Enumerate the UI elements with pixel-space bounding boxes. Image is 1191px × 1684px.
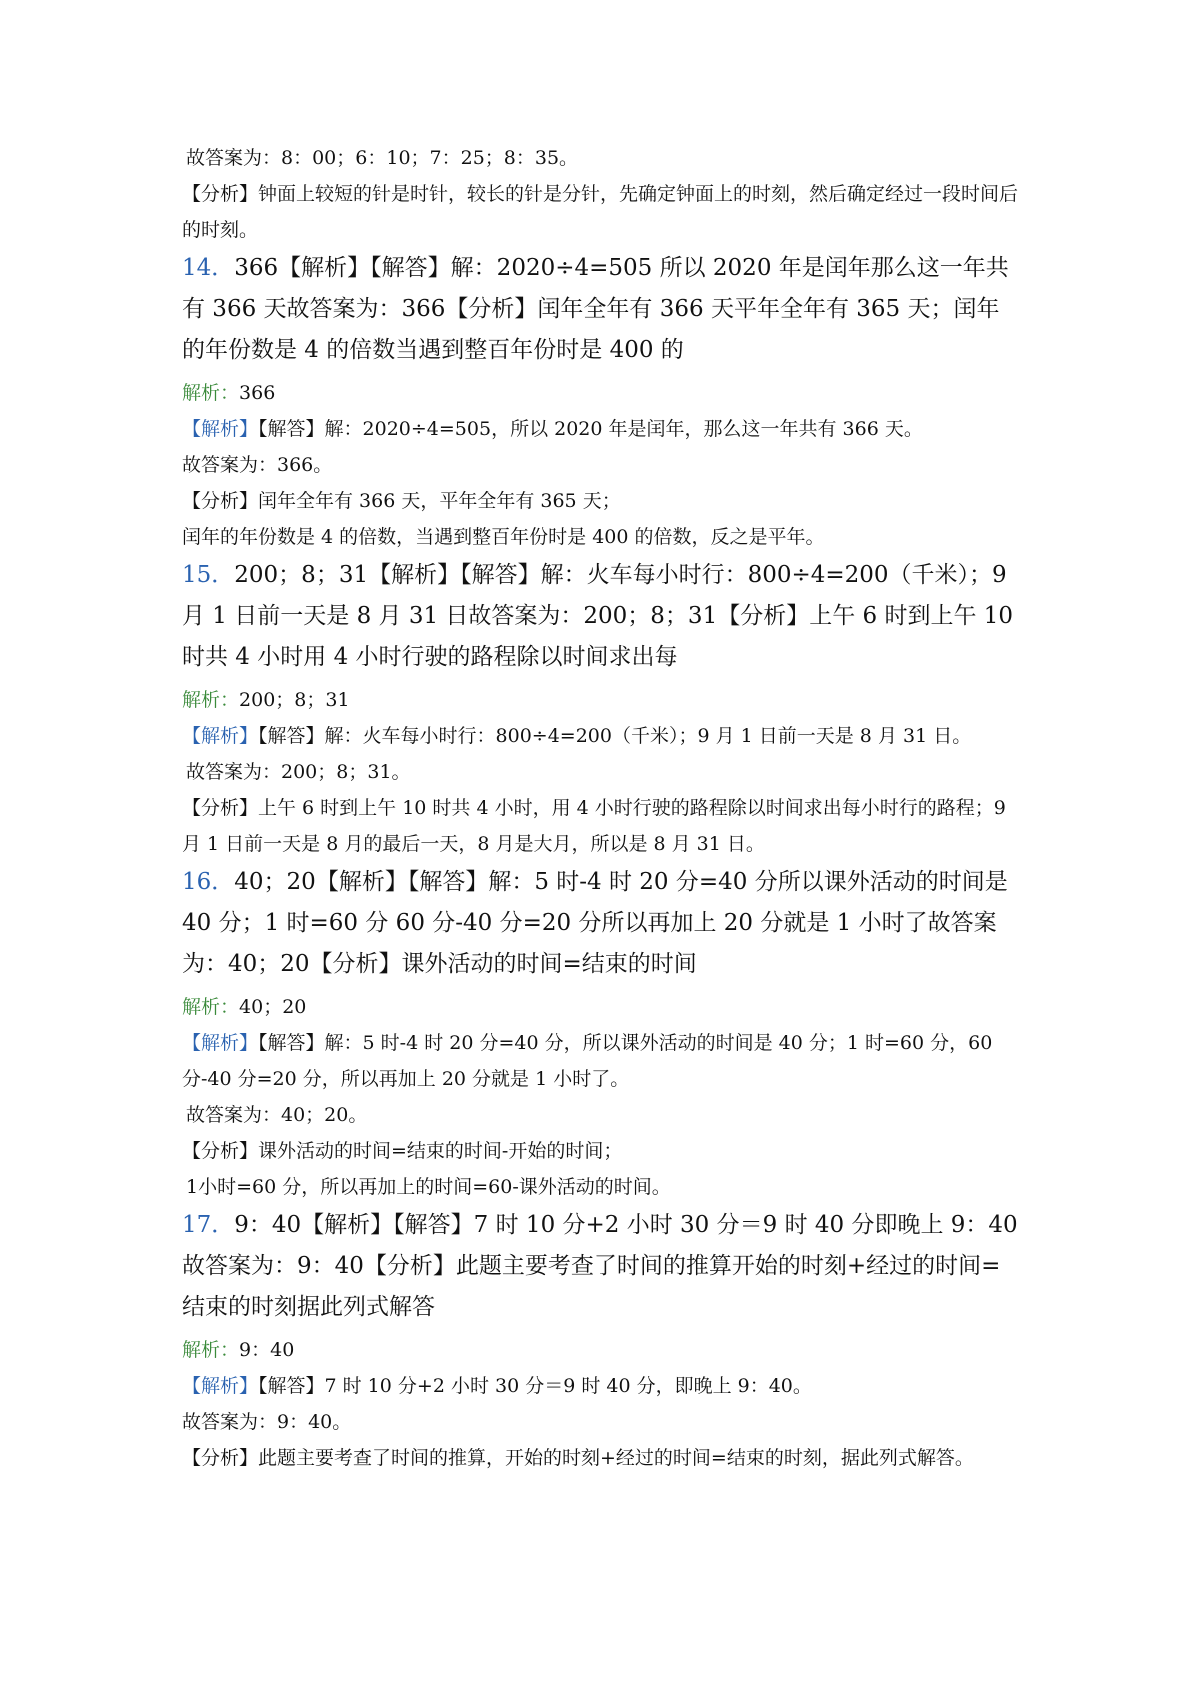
jiexi-tag: 【解析】 [182, 1032, 259, 1054]
solution-text: 【解答】解：火车每小时行：800÷4=200（千米）；9 月 1 日前一天是 8 月 31 日。 [258, 725, 972, 747]
question-16 [182, 862, 1022, 1205]
question-17 [182, 1205, 1022, 1476]
question-number: 17． [182, 1212, 235, 1238]
analysis-line: 【分析】课外活动的时间=结束的时间-开始的时间； [182, 1140, 623, 1162]
jiexi-value: 9：40 [239, 1339, 295, 1361]
jiexi-label: 解析： [182, 996, 240, 1018]
question-text: 366【解析】【解答】解：2020÷4=505 所以 2020 年是闰年那么这一年共有 366 天故答案为：366【分析】闰年全年有 366 天平年全年有 365 天；闰年的年份数是 4 的倍数当遇到整百年份时是 400 的 [182, 255, 1009, 363]
answer-line: 故答案为：40；20。 [186, 1104, 368, 1126]
jiexi-tag: 【解析】 [182, 1375, 259, 1397]
analysis-line: 1小时=60 分，所以再加上的时间=60-课外活动的时间。 [186, 1176, 671, 1198]
jiexi-tag: 【解析】 [182, 418, 259, 440]
jiexi-value: 40；20 [239, 996, 307, 1018]
jiexi-label: 解析： [182, 689, 240, 711]
question-number: 15． [182, 562, 235, 588]
question-text: 9：40【解析】【解答】7 时 10 分+2 小时 30 分＝9 时 40 分即晚上 9：40故答案为：9：40【分析】此题主要考查了时间的推算开始的时刻+经过的时间=结束的时刻据此列式解答 [182, 1212, 1018, 1320]
answer-line: 故答案为：9：40。 [182, 1411, 352, 1433]
document-page [182, 140, 1022, 1476]
question-14 [182, 248, 1022, 555]
question-number: 14． [182, 255, 235, 281]
jiexi-value: 200；8；31 [239, 689, 350, 711]
analysis-line: 【分析】上午 6 时到上午 10 时共 4 小时，用 4 小时行驶的路程除以时间求出每小时行的路程；9 月 1 日前一天是 8 月的最后一天，8 月是大月，所以是 8 月 31 日。 [182, 797, 1006, 855]
jiexi-label: 解析： [182, 382, 240, 404]
answer-line: 故答案为：366。 [182, 454, 333, 476]
answer-line: 故答案为：8：00；6：10；7：25；8：35。 [186, 147, 579, 169]
solution-text: 【解答】7 时 10 分+2 小时 30 分＝9 时 40 分，即晚上 9：40。 [258, 1375, 812, 1397]
jiexi-tag: 【解析】 [182, 725, 259, 747]
solution-text: 【解答】解：5 时-4 时 20 分=40 分，所以课外活动的时间是 40 分；1 时=60 分，60 分-40 分=20 分，所以再加上 20 分就是 1 小时了。 [182, 1032, 993, 1090]
solution-text: 【解答】解：2020÷4=505，所以 2020 年是闰年，那么这一年共有 366 天。 [258, 418, 923, 440]
analysis-line: 【分析】钟面上较短的针是时针，较长的针是分针，先确定钟面上的时刻，然后确定经过一段时间后的时刻。 [182, 183, 1019, 241]
analysis-line: 闰年的年份数是 4 的倍数，当遇到整百年份时是 400 的倍数，反之是平年。 [182, 526, 825, 548]
question-15 [182, 555, 1022, 862]
jiexi-label: 解析： [182, 1339, 240, 1361]
question-text: 200；8；31【解析】【解答】解：火车每小时行：800÷4=200（千米）；9 月 1 日前一天是 8 月 31 日故答案为：200；8；31【分析】上午 6 时到上午 10 时共 4 小时用 4 小时行驶的路程除以时间求出每 [182, 562, 1014, 670]
question-text: 40；20【解析】【解答】解：5 时-4 时 20 分=40 分所以课外活动的时间是 40 分；1 时=60 分 60 分-40 分=20 分所以再加上 20 分就是 1 小时了故答案为：40；20【分析】课外活动的时间=结束的时间 [182, 869, 1008, 977]
jiexi-value: 366 [239, 382, 276, 404]
answer-line: 故答案为：200；8；31。 [186, 761, 411, 783]
question-number: 16． [182, 869, 235, 895]
analysis-line: 【分析】此题主要考查了时间的推算，开始的时刻+经过的时间=结束的时刻，据此列式解答。 [182, 1447, 974, 1469]
analysis-line: 【分析】闰年全年有 366 天，平年全年有 365 天； [182, 490, 621, 512]
